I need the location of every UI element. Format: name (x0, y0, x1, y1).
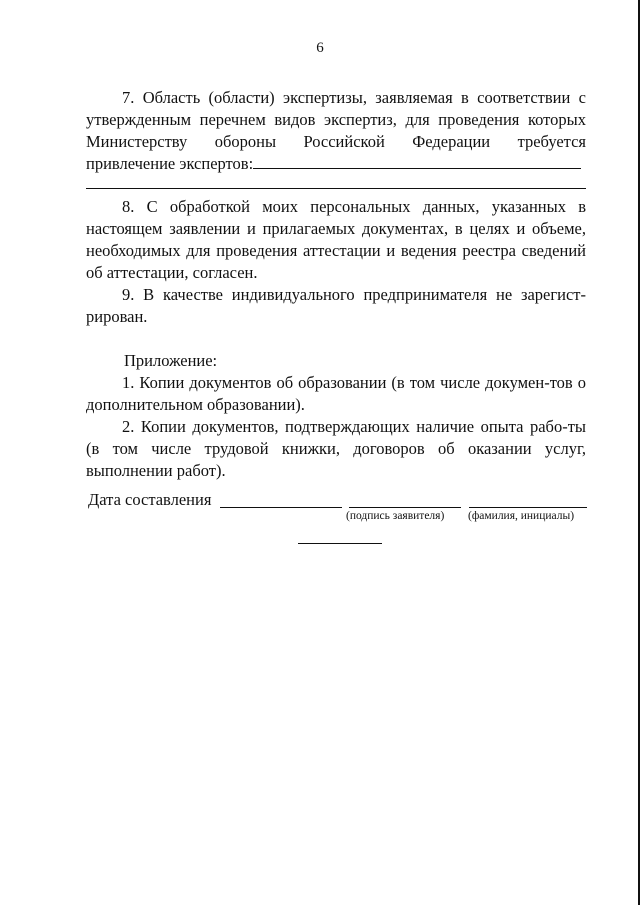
appendix-item-1: 1. Копии документов об образовании (в том числе докумен-тов о дополнительном образовании). (86, 373, 586, 414)
item-7-content: 7. Область (области) экспертизы, заявляемая в соответствии с утвержденным перечнем видов экспертиз, для проведения которых Министерству обороны Российской Федерации требуется привлечение экспертов: (86, 88, 586, 173)
document-body (86, 87, 586, 482)
end-divider (298, 543, 382, 544)
page-number: 6 (316, 40, 324, 56)
item-7-text (86, 87, 586, 175)
appendix-title: Приложение: (124, 351, 218, 370)
date-label: Дата составления (88, 490, 212, 509)
signature-field[interactable] (349, 507, 461, 508)
item-9-text: 9. В качестве индивидуального предпринимателя не зарегист-рирован. (86, 285, 586, 326)
date-field[interactable] (220, 507, 342, 508)
signature-caption: (подпись заявителя) (346, 510, 445, 522)
name-caption: (фамилия, инициалы) (468, 510, 575, 522)
signature-block (88, 486, 588, 526)
appendix-item-2: 2. Копии документов, подтверждающих наличие опыта рабо-ты (в том числе трудовой книжки, договоров об оказании услуг, выполнении работ). (86, 417, 586, 480)
item-8-text: 8. С обработкой моих персональных данных, указанных в настоящем заявлении и прилагаемых документах, в целях и объеме, необходимых для проведения аттестации и ведения реестра сведений об аттестации, согласен. (86, 197, 586, 282)
expertise-area-field[interactable] (253, 154, 581, 169)
name-field[interactable] (469, 507, 587, 508)
expertise-area-field-continuation[interactable] (86, 188, 586, 189)
